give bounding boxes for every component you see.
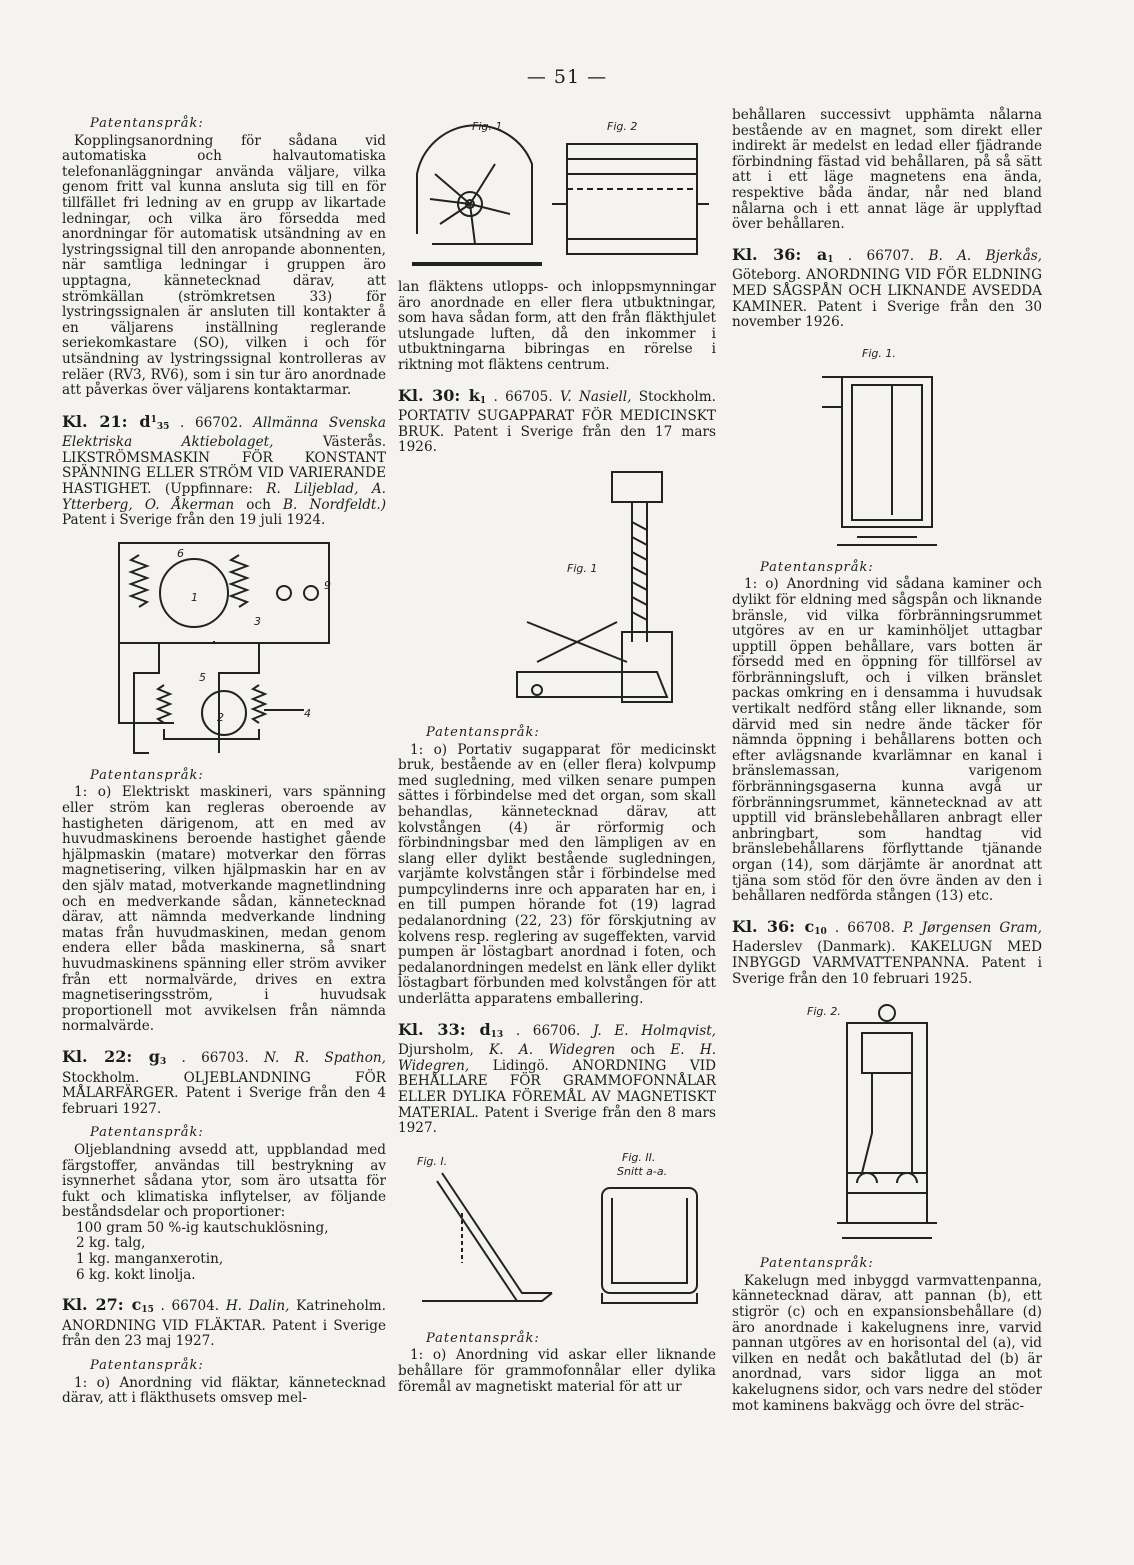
applicant: Allmänna Svenska Elektriska Aktiebolaget, [62,414,386,451]
patent-title: OLJEBLANDNING FÖR MÅLARFÄRGER. [62,1069,386,1102]
claim-heading: Patentanspråk: [760,559,874,575]
patent-title: ANORDNING VID BEHÅLLARE FÖR GRAMMOFONNÅLAR ELLER DYLIKA FÖREMÅL AV MAGNETISKT MATERIAL. [398,1057,716,1121]
patent-entry-66706 [398,1019,717,1137]
claim-text: lan fläktens utlopps- och inloppsmynningar äro anordnade en eller flera utbuktningar, som hava sådan form, att den från fläkthjulet utslungade luften, då den inkommer i utbuktningarna bibringas en rörelse i riktning mot fläktens centrum. [398,279,716,373]
ingredient-line: 2 kg. talg, [76,1235,146,1252]
place: Djursholm, [398,1042,474,1059]
patent-date: Patent i Sverige från den 8 mars 1927. [398,1104,716,1137]
claim-text: Kakelugn med inbyggd varmvattenpanna, kännetecknad därav, att pannan (b), ett stigrör (c) och en expansionsbehållare (d) äro anordnade i kakelugnens inre, varvid pannan utgöres av en horisontal del (a), vid vilken en nedåt och bakåtlutad del (b) är anordnad, vars sidor ligga an mot kakelugnens sidor, och vars nedre del stöder mot kaminens bakvägg och övre del sträc- [732,1272,1042,1414]
applicant: E. H. Widegren, [398,1042,717,1074]
patent-title: KAKELUGN MED INBYGGD VARMVATTENPANNA. [732,939,1042,971]
stove-figure [802,337,972,552]
claim-heading: Patentanspråk: [90,1125,204,1141]
tiled-stove-figure [802,993,972,1248]
place: Lidingö. [492,1057,549,1074]
applicant: P. Jørgensen Gram, [902,919,1043,936]
inventor-last: B. Nordfeldt.) [283,496,387,513]
figure-caption: Fig. 2 [607,120,638,133]
claim-text: behållaren successivt upphämta nålarna bestående av en magnet, som direkt eller indirekt är medelst en ledad eller fjädrande förbindning fästad vid behållaren, på så sätt att i ett läge magnetens ena ända, respektive båda ändar, når ned bland nålarna och i ett annat läge är upplyftad över behållaren. [732,107,1042,233]
figure-caption: Fig. 1. [862,346,896,360]
patent-date: Patent i Sverige från den 30 november 1926. [732,298,1043,331]
patent-entry-66708 [732,916,1043,987]
figure-caption: Fig. 1 [567,561,598,575]
inventors: R. Liljeblad, A. Ytterberg, O. Åkerman [62,481,387,513]
figure-caption: Fig. 1 [472,120,503,133]
svg-text:6: 6 [177,546,184,560]
patent-number: . 66702. [180,414,243,431]
claim-heading: Patentanspråk: [760,1256,874,1272]
and-word: och [630,1042,656,1059]
patent-number: . 66704. [160,1298,220,1315]
patent-number: . 66703. [181,1049,249,1066]
patent-number: . 66705. [493,388,553,405]
place: Haderslev (Danmark). [732,939,896,956]
claim-text: 1: o) Portativ sugapparat för medicinskt bruk, bestående av en (eller flera) kolvpump med sugledning, med vilken senare pumpen sättes i förbindelse med det organ, som skall behandlas, kännetecknad därav, att kolvstången (4) är rörformig och förbindningsbar med den lämpligen av en slang eller dylikt bestående sugledningen, varjämte kolvstången står i förbindelse med pumpcylinderns inre och apparaten har en, i en till pumpen hörande fot (19) lagrad pedalanordning (22, 23) för förskjutning av kolvens resp. reglering av sugeffekten, varvid pumpen är löstagbart anordnad i foten, och pedalanordningen medelst en länk eller dylikt löstagbart förbunden med kolvstången för att underlätta apparatens emballering. [398,741,716,1008]
class-label: Kl. 33: d [398,1019,491,1039]
applicant: B. A. Bjerkås, [928,247,1042,264]
claim-text: Kopplingsanordning för sådana vid automatiska och halvautomatiska telefonanläggningar använda väljare, vilka genom fritt val kunna ansluta sig till en för tillfället fri ledning av en grupp av likartade ledningar, och vilka äro försedda med anordningar för automatisk utsändning av en lystringssignal till den anropande abonnenten, när samtliga ledningar i gruppen äro upptagna, kännetecknad därav, att strömkällan (strömkretsen 33) för lystringssignalen är ansluten till kontakter å en väljarens inställning reglerande seriekomkastare (SO), vilken i och för utsändning av lystringssignal kontrolleras av reläer (RV3, RV6), som i sin tur äro anordnade att påverkas över väljarens kontaktarmar. [62,132,386,399]
svg-text:2: 2 [217,710,224,724]
svg-text:3: 3 [254,614,261,628]
column-left [62,108,386,1407]
patent-date: Patent i Sverige från den 4 februari 1927. [62,1085,386,1117]
circuit-diagram-figure [99,535,349,760]
claim-heading: Patentanspråk: [426,724,540,740]
class-superscript: 1 [150,414,157,425]
claim-heading: Patentanspråk: [90,1358,204,1374]
figure-caption: Snitt a-a. [617,1164,668,1178]
figure-caption: Fig. 2. [807,1005,841,1019]
patent-date: Patent i Sverige från den 17 mars 1926. [398,423,716,456]
place: Katrineholm. [296,1298,387,1315]
patent-number: . 66708. [834,919,895,936]
applicant: J. E. Holmqvist, [593,1022,716,1039]
ingredient-line: 100 gram 50 %-ig kautschuklösning, [76,1219,329,1236]
place: Västerås. [322,434,387,451]
class-subscript: 1 [827,254,834,265]
fan-figure [402,114,712,274]
applicant: K. A. Widegren [489,1042,616,1059]
class-label: Kl. 22: g [62,1046,160,1066]
patent-entry-66707 [732,244,1043,331]
patent-number: . 66706. [515,1022,581,1039]
inventors-open: (Uppfinnare: [164,481,253,498]
class-subscript: 13 [490,1029,504,1040]
svg-text:1: 1 [191,590,198,604]
patent-entry-66703 [62,1046,386,1117]
class-subscript: 1 [479,395,487,406]
figure-caption: Fig. II. [622,1150,656,1164]
claim-heading: Patentanspråk: [426,1330,540,1346]
applicant: V. Nasiell, [559,388,632,405]
class-subscript: 15 [141,1305,154,1316]
claim-text: 1: o) Anordning vid sådana kaminer och dylikt för eldning med sågspån och liknande bränsle, vid vilka förbränningsrummet utgöres av en ur kaminhöljet uttagbar upptill öppen behållare, vars botten är försedd med en öppning för tillförsel av förbränningsluft, och i vilken bränslet packas omkring en i densamma i huvudsak vertikalt nedförd stång eller liknande, som därvid med sin nedre ände täcker för nämnda öppning i behållarens botten och efter avlägsnande kvarlämnar en kanal i bränslemassan, varigenom förbränningsgaserna kunna avgå ur förbränningsrummet, kännetecknad av att upptill vid bränslebehållaren anbragt eller anbringbart, som handtag vid bränslebehållarens förflyttande tjänande organ (14), som därjämte är anordnat att tjäna som stöd för den övre änden av den i behållaren nedförda stången (13) etc. [732,576,1042,905]
claim-text: 1: o) Anordning vid fläktar, kännetecknad därav, att i fläkthusets omsvep mel- [62,1374,386,1407]
patent-date: Patent i Sverige från den 23 maj 1927. [62,1317,387,1350]
patent-entry-66705 [398,385,716,456]
patent-title: ANORDNING VID FLÄKTAR. [62,1317,266,1334]
column-middle [398,108,716,1395]
patent-title: PORTATIV SUGAPPARAT FÖR MEDICINSKT BRUK. [398,408,716,440]
column-right [732,108,1042,1414]
svg-text:5: 5 [199,670,206,684]
claim-heading: Patentanspråk: [90,116,204,131]
claim-text: 1: o) Elektriskt maskineri, vars spänning eller ström kan regleras oberoende av hastigheten därigenom, att en med av huvudmaskinens beroende hastighet gående hjälpmaskin (matare) motverkar den förras magnetisering, vilken hjälpmaskin har en av den själv matad, motverkande magnetlindning och en medverkande sådan, kännetecknad därav, att nämnda medverkande lindning matas från huvudmaskinen, medan genom endera eller båda maskinerna, så snart huvudmaskinens spänning eller ström avviker från ett normalvärde, drives en extra magnetiseringsström, i huvudsak proportionell mot avvikelsen från nämnda normalvärde. [62,784,386,1035]
applicant: H. Dalin, [225,1298,290,1315]
claim-text: 1: o) Anordning vid askar eller liknande behållare för grammofonnålar eller dylika föremål av magnetiskt material för att ur [398,1347,716,1395]
class-label: Kl. 27: c [62,1295,142,1315]
svg-text:4: 4 [304,706,311,720]
patent-date: Patent i Sverige från den 10 februari 1925. [732,954,1042,987]
patent-title: LIKSTRÖMSMASKIN FÖR KONSTANT SPÄNNING ELLER STRÖM VID VARIERANDE HASTIGHET. [62,449,386,498]
figure-caption: Fig. I. [417,1154,448,1168]
place: Göteborg. [732,267,801,284]
claim-heading: Patentanspråk: [90,767,204,783]
suction-apparatus-figure [427,462,687,717]
class-subscript: 35 [156,421,170,432]
place: Stockholm. [638,388,716,405]
patent-title: ANORDNING VID FÖR ELDNING MED SÅGSPÅN OCH LIKNANDE AVSEDDA KAMINER. [732,267,1042,315]
patent-entry-66704 [62,1297,386,1350]
patent-number: . 66707. [847,247,915,264]
ingredient-line: 1 kg. manganxerotin, [76,1251,224,1268]
class-label: Kl. 21: d [62,411,151,431]
class-label: Kl. 36: a [732,244,828,264]
needle-container-figure [402,1143,712,1323]
applicant: N. R. Spathon, [263,1049,386,1066]
class-label: Kl. 36: c [732,916,815,936]
svg-text:9: 9 [324,578,331,592]
claim-text: Oljeblandning avsedd att, uppblandad med färgstoffer, användas till bestrykning av isynnerhet sådana ytor, som äro utsatta för fukt och klimatiska inflytelser, av följande beståndsdelar och proportioner: [62,1141,386,1221]
class-subscript: 3 [159,1056,167,1067]
page-number: — 51 — [526,66,608,88]
class-subscript: 10 [814,926,827,937]
and-word: och [246,496,271,513]
class-label: Kl. 30: k [398,385,480,405]
ingredient-line: 6 kg. kokt linolja. [76,1266,196,1283]
patent-date: Patent i Sverige från den 19 juli 1924. [62,512,326,529]
patent-entry-66702 [62,413,386,529]
place: Stockholm. [62,1069,140,1086]
